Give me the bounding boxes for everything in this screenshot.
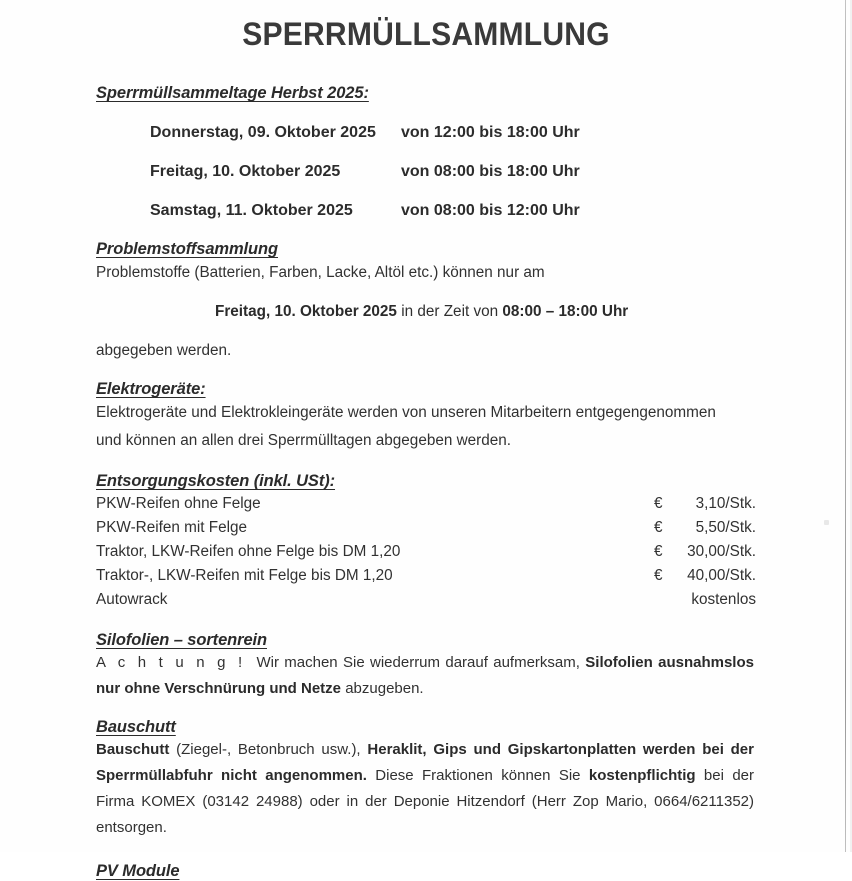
cost-label: PKW-Reifen mit Felge [96,519,248,536]
document-body [96,84,756,881]
table-row [96,516,756,540]
section-electronics [96,380,756,455]
page-title: SPERRMÜLLSAMMLUNG [242,16,610,52]
cost-label: Autowrack [96,591,168,608]
table-row [96,540,756,564]
heading-electronics: Elektrogeräte: [96,380,206,398]
bauschutt-b1: Bauschutt [96,741,170,758]
table-row [96,564,756,588]
collection-days-list [96,123,756,221]
collection-day: Donnerstag, 09. Oktober 2025 [150,124,376,141]
heading-pv-module: PV Module [96,862,180,880]
attention-label: A c h t u n g ! [96,654,246,671]
hazardous-time: 08:00 – 18:00 Uhr [502,303,629,320]
silofolien-paragraph [96,650,754,702]
section-disposal-costs [96,472,756,612]
cost-value: 40,00/Stk. [687,567,756,584]
bauschutt-b3: kostenpflichtig [588,767,696,784]
table-row [96,588,756,612]
cost-value: 3,10/Stk. [695,495,756,512]
cost-value-free: kostenlos [691,591,756,608]
section-silofolien [96,631,756,702]
table-row [96,123,756,143]
heading-bauschutt: Bauschutt [96,718,176,736]
collection-time: von 08:00 bis 18:00 Uhr [401,163,580,180]
electronics-line-2: und können an allen drei Sperrmülltagen abgegeben werden. [96,432,512,449]
bauschutt-t1: (Ziegel-, Betonbruch usw.), [169,741,368,758]
hazardous-date: Freitag, 10. Oktober 2025 [215,303,397,320]
bauschutt-t2: Diese Fraktionen können Sie [366,767,589,784]
cost-currency: € [654,543,663,560]
table-row [96,201,756,221]
cost-currency: € [654,519,663,536]
section-hazardous-waste [96,240,756,365]
hazardous-mid-text: in der Zeit von [396,303,503,320]
silofolien-text-a: Wir machen Sie wiederrum darauf aufmerksam, [256,654,586,671]
section-pv-module [96,862,756,881]
section-bauschutt [96,718,756,841]
bauschutt-b2: Heraklit, Gips und Gipskartonplatten werden bei der Sperrmüllabfuhr nicht angenommen. [96,741,754,784]
cost-value: 5,50/Stk. [695,519,756,536]
heading-collection-days: Sperrmüllsammeltage Herbst 2025: [96,84,369,102]
silofolien-text-c: abzugeben. [341,680,424,697]
heading-hazardous-waste: Problemstoffsammlung [96,240,278,258]
bauschutt-paragraph [96,737,754,841]
bauschutt-t3: bei der Firma KOMEX (03142 24988) oder in der Deponie Hitzendorf (Herr Zop Mario, 0664/6211352) entsorgen. [96,767,754,836]
hazardous-line-1: Problemstoffe (Batterien, Farben, Lacke, Altöl etc.) können nur am [96,264,545,281]
cost-label: Traktor, LKW-Reifen ohne Felge bis DM 1,20 [96,543,401,560]
collection-day: Samstag, 11. Oktober 2025 [150,202,353,219]
electronics-line-1: Elektrogeräte und Elektrokleingeräte werden von unseren Mitarbeitern entgegengenommen [96,404,716,421]
cost-label: PKW-Reifen ohne Felge [96,495,261,512]
hazardous-indent-line [96,298,756,326]
collection-time: von 12:00 bis 18:00 Uhr [401,124,580,141]
heading-disposal-costs: Entsorgungskosten (inkl. USt): [96,472,336,490]
disposal-costs-table [96,492,756,612]
collection-day: Freitag, 10. Oktober 2025 [150,163,341,180]
cost-currency: € [654,495,663,512]
section-collection-days [96,84,756,221]
cost-value: 30,00/Stk. [687,543,756,560]
heading-silofolien: Silofolien – sortenrein [96,631,267,649]
scan-edge-line [845,0,846,852]
silofolien-emphasis: Silofolien ausnahmslos nur ohne Verschnürung und Netze [96,654,754,697]
table-row [96,492,756,516]
cost-currency: € [654,567,663,584]
scan-speck-artifact [824,520,829,525]
collection-time: von 08:00 bis 12:00 Uhr [401,202,580,219]
cost-label: Traktor-, LKW-Reifen mit Felge bis DM 1,20 [96,567,393,584]
hazardous-line-3: abgegeben werden. [96,342,232,359]
table-row [96,162,756,182]
